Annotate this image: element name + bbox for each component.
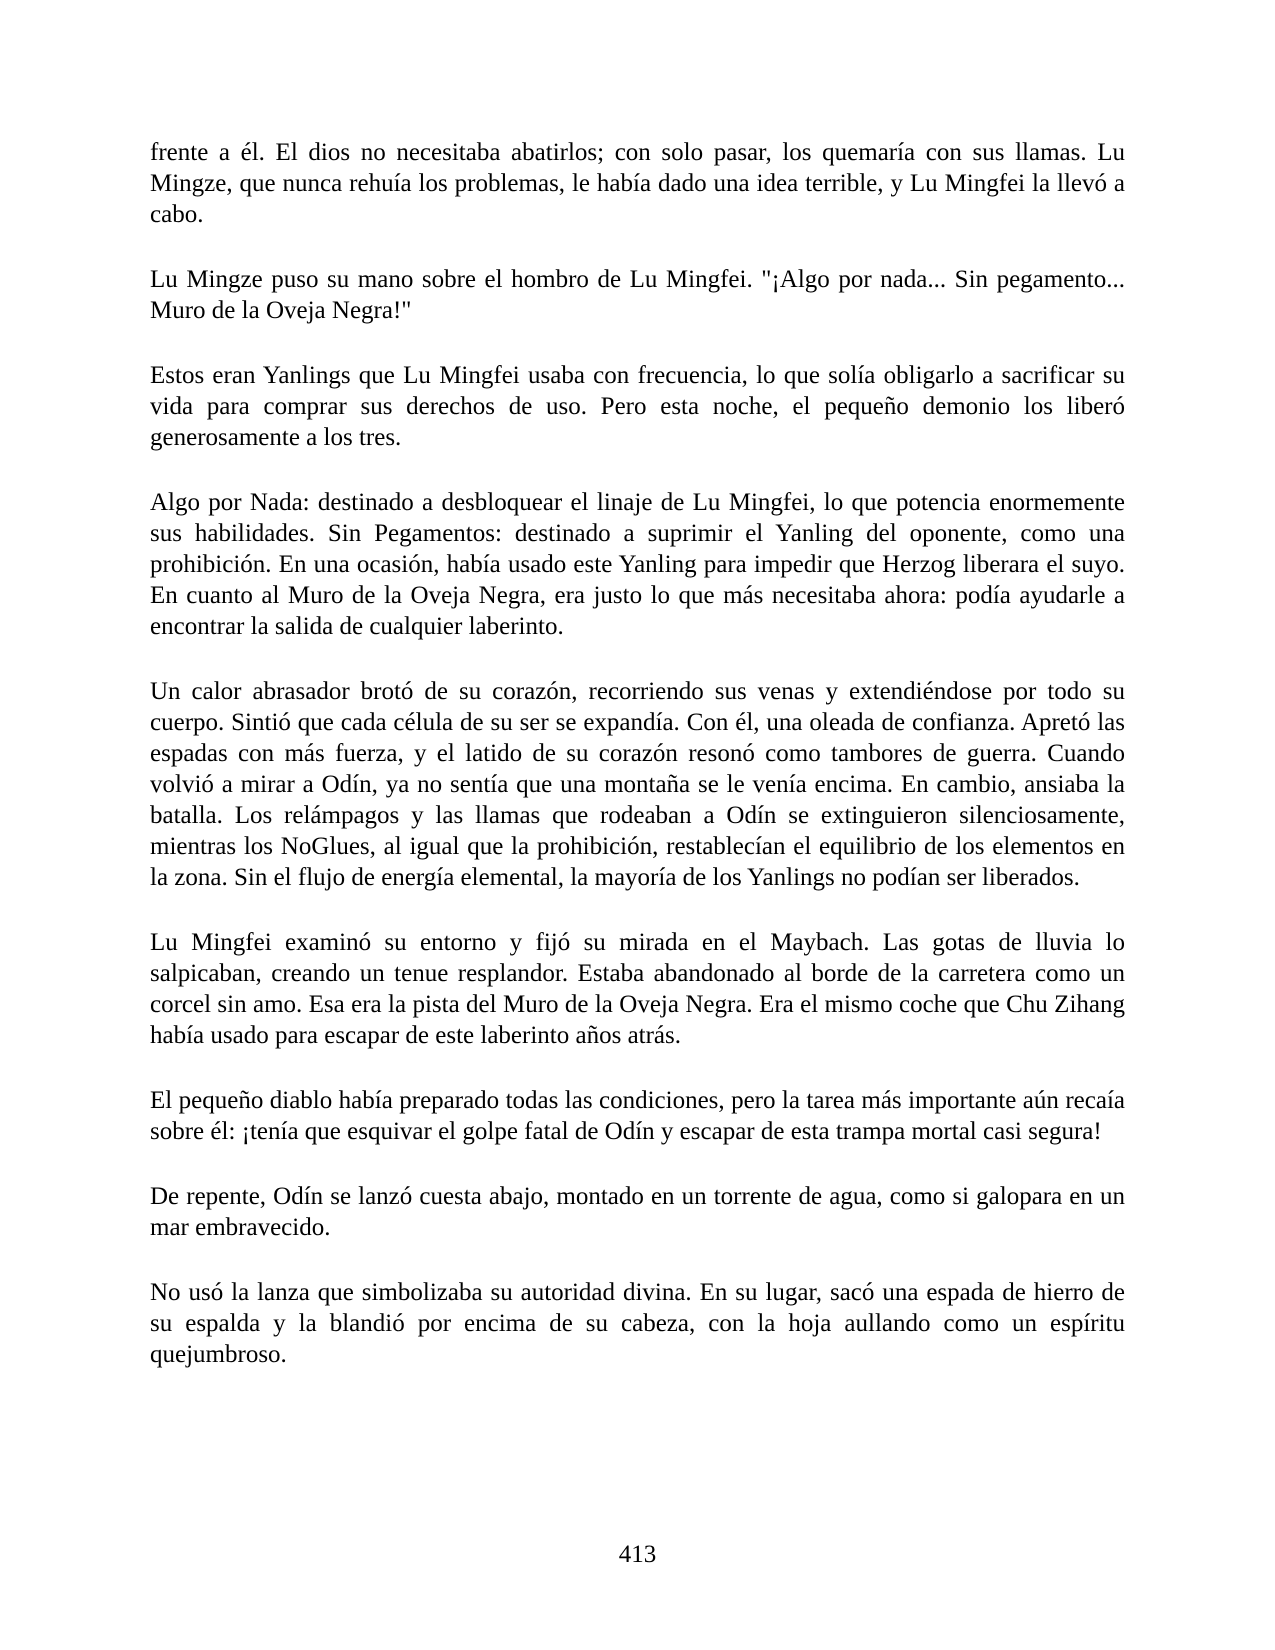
paragraph: El pequeño diablo había preparado todas las condiciones, pero la tarea más importante aún recaía sobre él: ¡tenía que esquivar el golpe fatal de Odín y escapar de esta trampa mortal casi segura! bbox=[150, 1087, 1125, 1145]
paragraph: frente a él. El dios no necesitaba abatirlos; con solo pasar, los quemaría con sus llamas. Lu Mingze, que nunca rehuía los problemas, le había dado una idea terrible, y Lu Mingfei la llevó a cabo. bbox=[150, 139, 1125, 228]
page-number: 413 bbox=[618, 1541, 657, 1568]
paragraph: Un calor abrasador brotó de su corazón, recorriendo sus venas y extendiéndose por todo su cuerpo. Sintió que cada célula de su ser se expandía. Con él, una oleada de confianza. Apretó las espadas con más fuerza, y el latido de su corazón resonó como tambores de guerra. Cuando volvió a mirar a Odín, ya no sentía que una montaña se le venía encima. En cambio, ansiaba la batalla. Los relámpagos y las llamas que rodeaban a Odín se extinguieron silenciosamente, mientras los NoGlues, al igual que la prohibición, restablecían el equilibrio de los elementos en la zona. Sin el flujo de energía elemental, la mayoría de los Yanlings no podían ser liberados. bbox=[150, 678, 1125, 891]
paragraph: Lu Mingfei examinó su entorno y fijó su mirada en el Maybach. Las gotas de lluvia lo salpicaban, creando un tenue resplandor. Estaba abandonado al borde de la carretera como un corcel sin amo. Esa era la pista del Muro de la Oveja Negra. Era el mismo coche que Chu Zihang había usado para escapar de este laberinto años atrás. bbox=[150, 929, 1125, 1049]
paragraph: Algo por Nada: destinado a desbloquear el linaje de Lu Mingfei, lo que potencia enormemente sus habilidades. Sin Pegamentos: destinado a suprimir el Yanling del oponente, como una prohibición. En una ocasión, había usado este Yanling para impedir que Herzog liberara el suyo. En cuanto al Muro de la Oveja Negra, era justo lo que más necesitaba ahora: podía ayudarle a encontrar la salida de cualquier laberinto. bbox=[150, 489, 1125, 640]
paragraph: Lu Mingze puso su mano sobre el hombro de Lu Mingfei. "¡Algo por nada... Sin pegamento... Muro de la Oveja Negra!" bbox=[150, 266, 1125, 324]
paragraph: No usó la lanza que simbolizaba su autoridad divina. En su lugar, sacó una espada de hierro de su espalda y la blandió por encima de su cabeza, con la hoja aullando como un espíritu quejumbroso. bbox=[150, 1279, 1125, 1368]
paragraph: Estos eran Yanlings que Lu Mingfei usaba con frecuencia, lo que solía obligarlo a sacrificar su vida para comprar sus derechos de uso. Pero esta noche, el pequeño demonio los liberó generosamente a los tres. bbox=[150, 362, 1125, 451]
paragraph: De repente, Odín se lanzó cuesta abajo, montado en un torrente de agua, como si galopara en un mar embravecido. bbox=[150, 1183, 1125, 1241]
